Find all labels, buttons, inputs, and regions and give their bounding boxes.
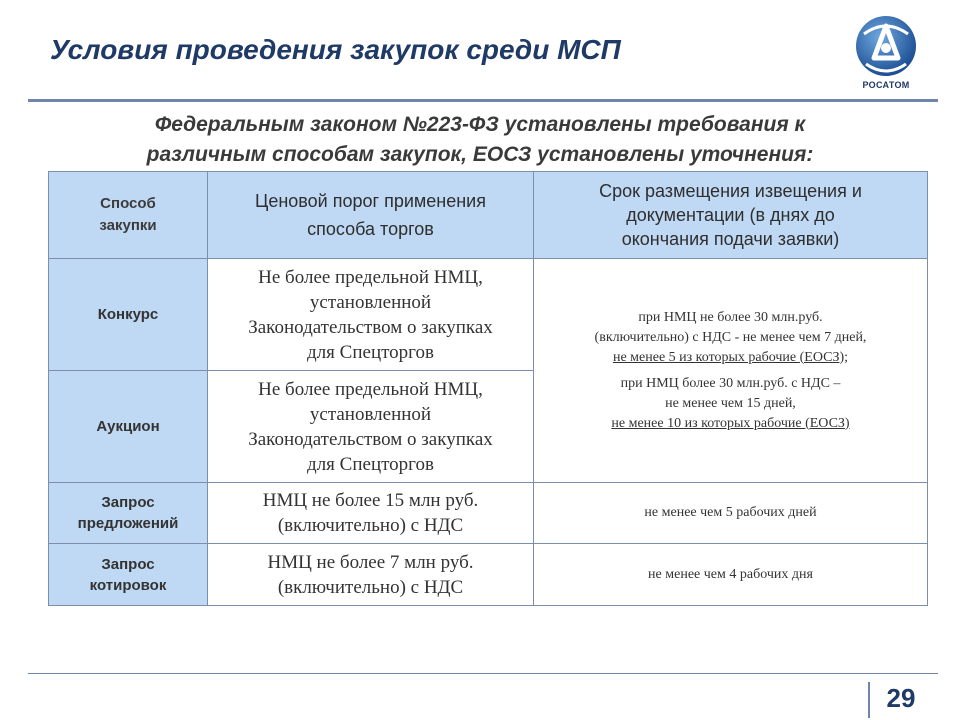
threshold-cell: НМЦ не более 15 млн руб. (включительно) с НДС xyxy=(208,483,534,544)
footer-divider xyxy=(28,673,938,674)
method-cell: Запрос предложений xyxy=(49,483,208,544)
header-term: Срок размещения извещения и документации (в днях до окончания подачи заявки) xyxy=(534,172,928,259)
merged-term-cell: при НМЦ не более 30 млн.руб. (включительно) с НДС - не менее чем 7 дней, не менее 5 из которых рабочие (ЕОСЗ); при НМЦ более 30 млн.руб. с НДС – не менее чем 15 дней, не менее 10 из которых рабочие (ЕОСЗ) xyxy=(534,259,928,483)
header-row xyxy=(49,172,928,259)
threshold-cell: Не более предельной НМЦ, установленной Законодательством о закупках для Спецторгов xyxy=(208,371,534,483)
method-cell: Конкурс xyxy=(49,259,208,371)
method-cell: Запрос котировок xyxy=(49,544,208,606)
header-threshold: Ценовой порог применения способа торгов xyxy=(208,172,534,259)
term-cell: не менее чем 4 рабочих дня xyxy=(534,544,928,606)
subtitle-line: различным способам закупок, ЕОСЗ установлены уточнения: xyxy=(146,143,814,166)
procurement-table xyxy=(48,171,928,606)
atom-icon xyxy=(852,14,920,80)
page-number: 29 xyxy=(886,683,916,713)
subtitle-line: Федеральным законом №223-ФЗ установлены требования к xyxy=(154,113,806,136)
term-cell: не менее чем 5 рабочих дней xyxy=(534,483,928,544)
table-row xyxy=(49,483,928,544)
slide-title: Условия проведения закупок среди МСП xyxy=(50,34,621,65)
logo-text: РОСАТОМ xyxy=(862,80,910,90)
table-row xyxy=(49,544,928,606)
page-number-separator xyxy=(868,682,870,718)
header-method: Способ закупки xyxy=(49,172,208,259)
slide-subtitle xyxy=(60,110,900,170)
threshold-cell: Не более предельной НМЦ, установленной Законодательством о закупках для Спецторгов xyxy=(208,259,534,371)
header-divider xyxy=(28,99,938,102)
threshold-cell: НМЦ не более 7 млн руб. (включительно) с НДС xyxy=(208,544,534,606)
method-cell: Аукцион xyxy=(49,371,208,483)
rosatom-logo xyxy=(852,14,920,98)
table-row xyxy=(49,259,928,371)
